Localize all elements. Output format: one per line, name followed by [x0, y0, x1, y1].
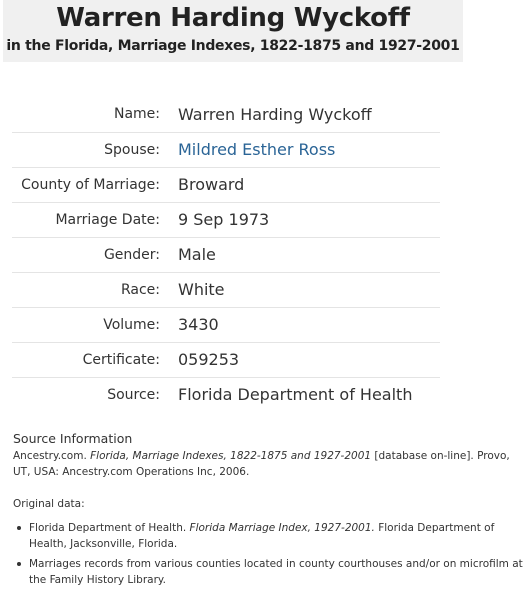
list-item: Marriages records from various counties located in county courthouses and/or on microfilm at the Family History Library. — [29, 558, 523, 586]
record-table — [12, 97, 440, 412]
marriage-date-label: Marriage Date: — [12, 202, 168, 237]
county-value: Broward — [178, 167, 440, 202]
spouse-link[interactable]: Mildred Esther Ross — [178, 132, 440, 167]
record-row-source — [12, 377, 440, 412]
certificate-label: Certificate: — [12, 342, 168, 377]
page-title: Warren Harding Wyckoff — [56, 3, 410, 33]
list-item: Florida Department of Health. Florida Marriage Index, 1927-2001. Florida Department of Health, Jacksonville, Florida. — [29, 520, 523, 552]
source-citation: Ancestry.com. Florida, Marriage Indexes, 1822-1875 and 1927-2001 [database on-line]. Provo, UT, USA: Ancestry.com Operations Inc, 2006. — [13, 450, 510, 478]
collection-subtitle: in the Florida, Marriage Indexes, 1822-1875 and 1927-2001 — [6, 38, 460, 54]
gender-label: Gender: — [12, 237, 168, 272]
original-data-label: Original data: — [13, 498, 85, 510]
citation-title: Florida, Marriage Indexes, 1822-1875 and 1927-2001 — [90, 450, 372, 462]
record-row-county — [12, 167, 440, 202]
source-info-heading: Source Information — [13, 431, 133, 446]
record-row-name — [12, 97, 440, 132]
record-row-certificate — [12, 342, 440, 377]
record-row-race — [12, 272, 440, 307]
name-value: Warren Harding Wyckoff — [178, 97, 440, 132]
volume-value: 3430 — [178, 307, 440, 342]
county-label: County of Marriage: — [12, 167, 168, 202]
name-label: Name: — [12, 97, 168, 132]
record-row-marriage-date — [12, 202, 440, 237]
source-value: Florida Department of Health — [178, 385, 413, 405]
race-label: Race: — [12, 272, 168, 307]
marriage-date-value: 9 Sep 1973 — [178, 202, 440, 237]
original-data-list — [13, 520, 523, 588]
page-header — [3, 0, 463, 62]
certificate-value: 059253 — [178, 342, 440, 377]
race-value: White — [178, 272, 440, 307]
volume-label: Volume: — [12, 307, 168, 342]
record-row-volume — [12, 307, 440, 342]
gender-value: Male — [178, 237, 440, 272]
record-row-spouse — [12, 132, 440, 167]
record-row-gender — [12, 237, 440, 272]
spouse-label: Spouse: — [12, 132, 168, 167]
source-information — [13, 431, 523, 592]
source-label: Source: — [107, 386, 160, 403]
